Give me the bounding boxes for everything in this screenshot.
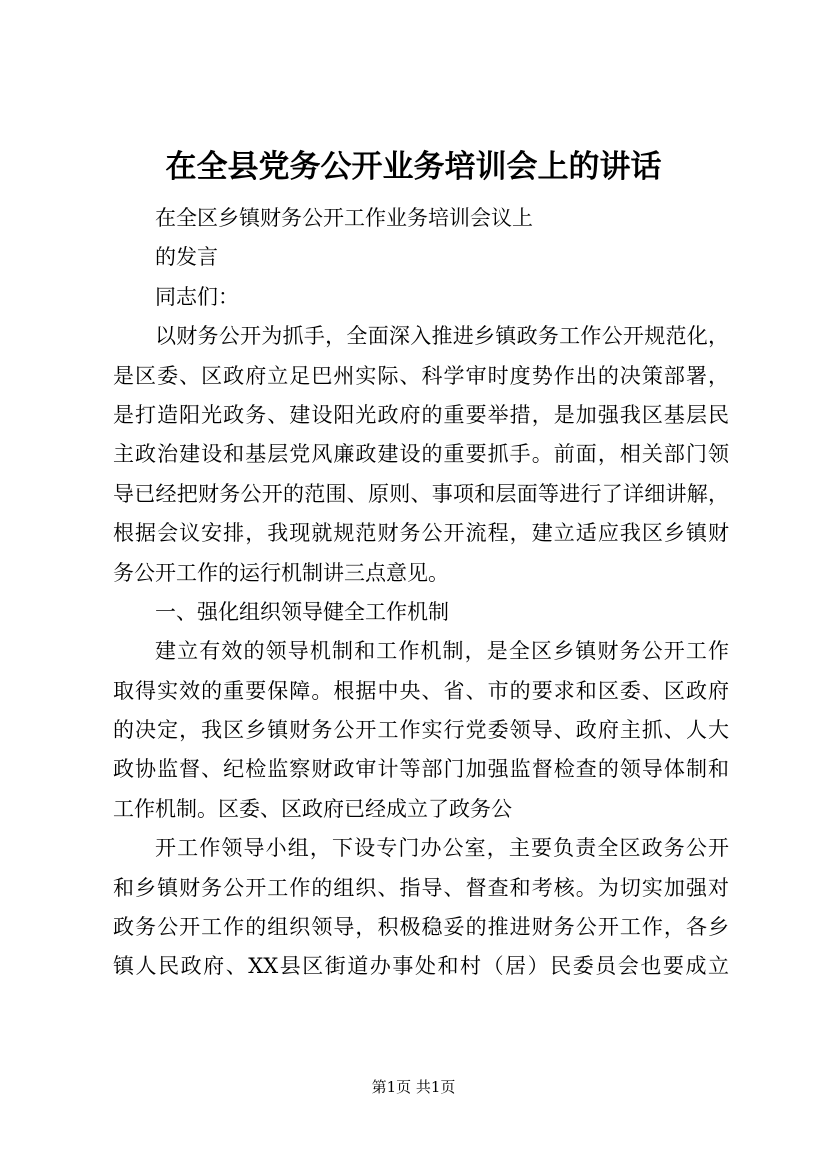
page-footer: 第1页 共1页 [371, 1078, 456, 1096]
text-line: 以财务公开为抓手，全面深入推进乡镇政务工作公开规范化， [155, 324, 729, 349]
text-line: 工作机制。区委、区政府已经成立了政务公 [113, 796, 512, 821]
text-line: 的决定，我区乡镇财务公开工作实行党委领导、政府主抓、人大 [113, 718, 729, 743]
document-title: 在全县党务公开业务培训会上的讲话 [165, 149, 662, 185]
text-line: 主政治建设和基层党风廉政建设的重要抓手。前面，相关部门领 [113, 442, 729, 467]
text-line: 政务公开工作的组织领导，积极稳妥的推进财务公开工作，各乡 [113, 915, 729, 940]
text-line: 同志们： [155, 284, 239, 309]
text-line: 是打造阳光政务、建设阳光政府的重要举措，是加强我区基层民 [113, 402, 729, 427]
text-line: 在全区乡镇财务公开工作业务培训会议上 [155, 206, 533, 230]
text-line: 政协监督、纪检监察财政审计等部门加强监督检查的领导体制和 [113, 757, 729, 782]
text-line: 镇人民政府、XX县区街道办事处和村（居）民委员会也要成立 [113, 954, 729, 979]
text-line: 建立有效的领导机制和工作机制，是全区乡镇财务公开工作 [155, 639, 729, 664]
text-line: 是区委、区政府立足巴州实际、科学审时度势作出的决策部署， [113, 363, 729, 388]
text-line: 取得实效的重要保障。根据中央、省、市的要求和区委、区政府 [113, 678, 729, 703]
text-line: 开工作领导小组，下设专门办公室，主要负责全区政务公开 [155, 836, 729, 861]
text-line: 导已经把财务公开的范围、原则、事项和层面等进行了详细讲解， [113, 481, 729, 506]
text-line: 和乡镇财务公开工作的组织、指导、督查和考核。为切实加强对 [113, 875, 729, 900]
text-line: 一、强化组织领导健全工作机制 [155, 599, 449, 624]
document-body [113, 199, 729, 987]
text-line: 根据会议安排，我现就规范财务公开流程，建立适应我区乡镇财 [113, 521, 729, 546]
text-line: 务公开工作的运行机制讲三点意见。 [113, 560, 449, 585]
text-line: 的发言 [155, 245, 218, 270]
